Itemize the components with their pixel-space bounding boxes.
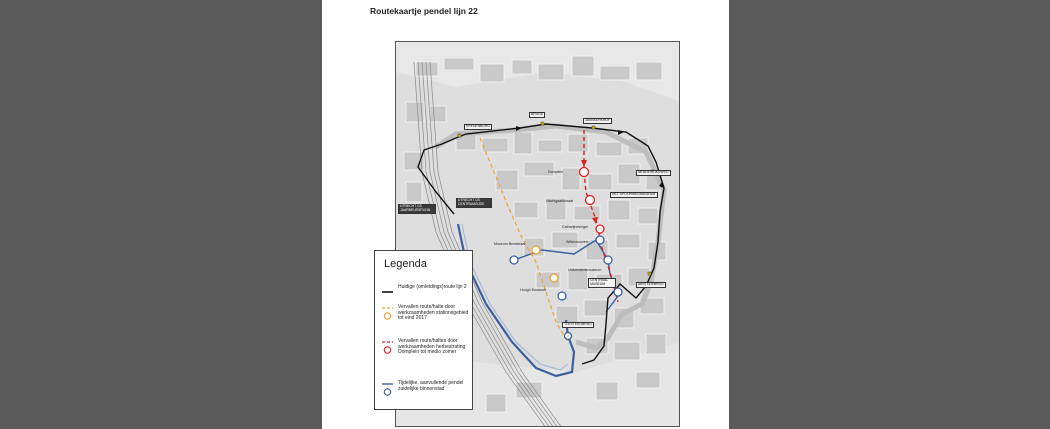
legend-label: Vervallen route/halte door werkzaamheden stationsgebied tot eind 2017 <box>398 304 469 322</box>
stop-label-hoogh-boulandt: Hoogh Boulandt <box>520 288 546 292</box>
map-label-centraal-museum: CENTRAAL MUSEUM <box>588 278 616 288</box>
legend-label: Vervallen route/haltes door werkzaamheden herbestrating Domplein tot medio zomer <box>398 338 466 356</box>
map-label-utrecht-cs-jaarbeursplein: UTRECHT CS JAARBEURSPLEIN <box>398 204 436 214</box>
orange-dashed-stop-icon <box>381 305 395 323</box>
stop-label-museum-bredstraat: Museum Bredstraat <box>494 242 526 246</box>
stop-label-nachtgaaldstraat: Nachtgaaldstraat <box>546 199 574 203</box>
red-dashed-stop-icon <box>381 339 395 357</box>
map-label-abstedebrug: ABSTEDEBRUG <box>638 282 664 286</box>
map-label-vredenburg: VREDENBURG <box>466 124 490 128</box>
legend-title: Legenda <box>384 258 427 270</box>
map-legend <box>374 250 473 410</box>
document-page <box>322 0 729 429</box>
map-label-bruge: BRUGE <box>531 112 544 116</box>
stop-label-universiteitsmuseum: Universiteitsmuseum <box>568 268 602 272</box>
map-label-janskerkhof: JANSKERKHOF <box>585 118 611 122</box>
legend-item-station-area <box>381 305 471 333</box>
legend-item-south-pendel <box>381 381 471 403</box>
map-label-utrecht-cs-centrumzijde: UTRECHT CS CENTRUMZIJDE <box>456 198 492 208</box>
stop-label-domplein: Domplein <box>548 170 564 174</box>
stop-label-catharijnesingel: Catharijnesingel <box>562 225 588 229</box>
document-title: Routekaartje pendel lijn 22 <box>370 6 478 16</box>
legend-label: Huidige (omleidings)route lijn 2 <box>398 284 467 290</box>
stop-label-wittevrouwen: Wittevrouwen <box>566 240 588 244</box>
legend-label: Tijdelijke, aanvullende pendel zuidelijke binnenstad <box>398 380 464 392</box>
map-label-tolsteegbrug: TOLSTEEGBRUG <box>564 322 592 326</box>
legend-item-domplein <box>381 339 471 369</box>
black-line-icon <box>381 285 395 303</box>
map-label-neude: NEUDE/RIJKSWEG <box>638 170 669 174</box>
legend-item-current-route <box>381 285 471 301</box>
blue-line-stop-icon <box>381 381 395 399</box>
map-label-spoorwegmuseum: HET SPOORWEGMUSEUM <box>610 192 658 198</box>
